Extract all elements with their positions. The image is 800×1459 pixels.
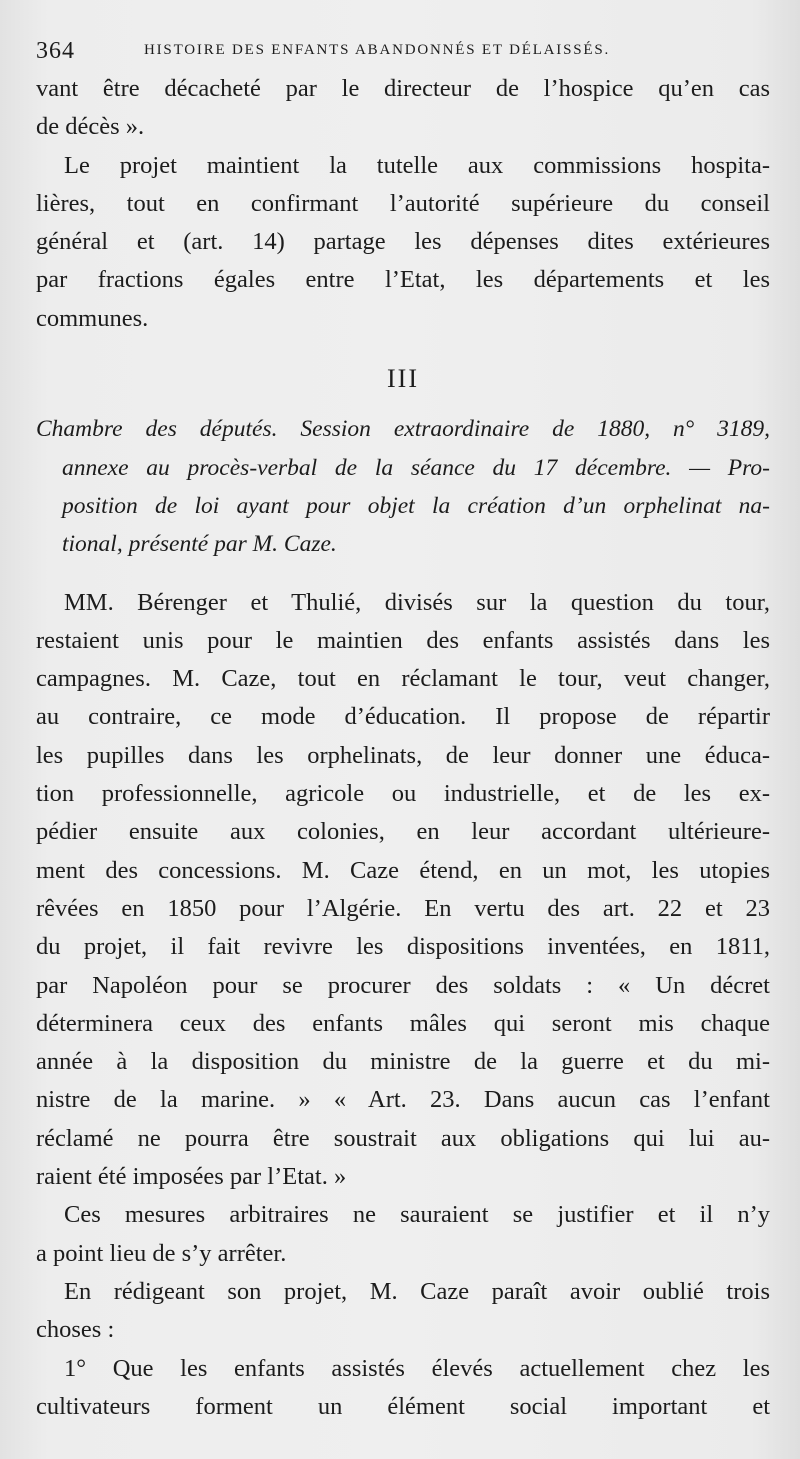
text-line: tion professionnelle, agricole ou industrielle, et de les ex-: [36, 780, 770, 808]
text-line: vant être décacheté par le directeur de l’hospice qu’en cas: [36, 75, 770, 102]
text-line: choses :: [36, 1316, 115, 1344]
text-line: année à la disposition du ministre de la guerre et du mi-: [36, 1048, 770, 1076]
text-line: En rédigeant son projet, M. Caze paraît avoir oublié trois: [64, 1277, 770, 1305]
text-line: communes.: [36, 304, 149, 332]
citation-line: tional, présenté par M. Caze.: [62, 531, 337, 558]
text-line: pédier ensuite aux colonies, en leur accordant ultérieure-: [36, 818, 770, 846]
page-header: [36, 30, 760, 70]
text-line: ment des concessions. M. Caze étend, en un mot, les utopies: [36, 856, 770, 884]
text-line: MM. Bérenger et Thulié, divisés sur la question du tour,: [64, 588, 770, 616]
citation-line: position de loi ayant pour objet la création d’un orphelinat na-: [62, 492, 770, 519]
text-line: a point lieu de s’y arrêter.: [36, 1239, 287, 1267]
text-line: rêvées en 1850 pour l’Algérie. En vertu des art. 22 et 23: [36, 894, 770, 922]
text-line: du projet, il fait revivre les dispositions inventées, en 1811,: [36, 933, 770, 961]
section-heading: III: [387, 364, 419, 394]
text-line: les pupilles dans les orphelinats, de leur donner une éduca-: [36, 741, 770, 769]
paragraph-gap: [36, 564, 770, 584]
text-line: Ces mesures arbitraires ne sauraient se justifier et il n’y: [64, 1201, 770, 1229]
text-line: lières, tout en confirmant l’autorité supérieure du conseil: [36, 189, 770, 217]
page-number: 364: [36, 38, 75, 64]
text-line: 1° Que les enfants assistés élevés actuellement chez les: [64, 1354, 770, 1382]
text-line: général et (art. 14) partage les dépenses dites extérieures: [36, 228, 770, 256]
text-line: réclamé ne pourra être soustrait aux obligations qui lui au-: [36, 1124, 770, 1152]
text-line: campagnes. M. Caze, tout en réclamant le tour, veut changer,: [36, 665, 770, 693]
text-line: par fractions égales entre l’Etat, les départements et les: [36, 266, 770, 294]
text-line: déterminera ceux des enfants mâles qui seront mis chaque: [36, 1009, 770, 1037]
citation-line: annexe au procès-verbal de la séance du 17 décembre. — Pro-: [62, 454, 770, 481]
running-title: HISTOIRE DES ENFANTS ABANDONNÉS ET DÉLAISSÉS.: [144, 42, 611, 58]
text-line: Le projet maintient la tutelle aux commissions hospita-: [64, 151, 770, 179]
text-line: au contraire, ce mode d’éducation. Il propose de répartir: [36, 703, 770, 731]
text-line: nistre de la marine. » « Art. 23. Dans aucun cas l’enfant: [36, 1086, 770, 1114]
body-text: [36, 70, 770, 1426]
citation-line: Chambre des députés. Session extraordinaire de 1880, n° 3189,: [36, 416, 770, 443]
text-line: par Napoléon pour se procurer des soldats : « Un décret: [36, 971, 770, 999]
text-line: de décès ».: [36, 113, 145, 141]
text-line: restaient unis pour le maintien des enfants assistés dans les: [36, 626, 770, 654]
text-line: cultivateurs forment un élément social important et: [36, 1392, 770, 1420]
text-line: raient été imposées par l’Etat. »: [36, 1163, 347, 1191]
